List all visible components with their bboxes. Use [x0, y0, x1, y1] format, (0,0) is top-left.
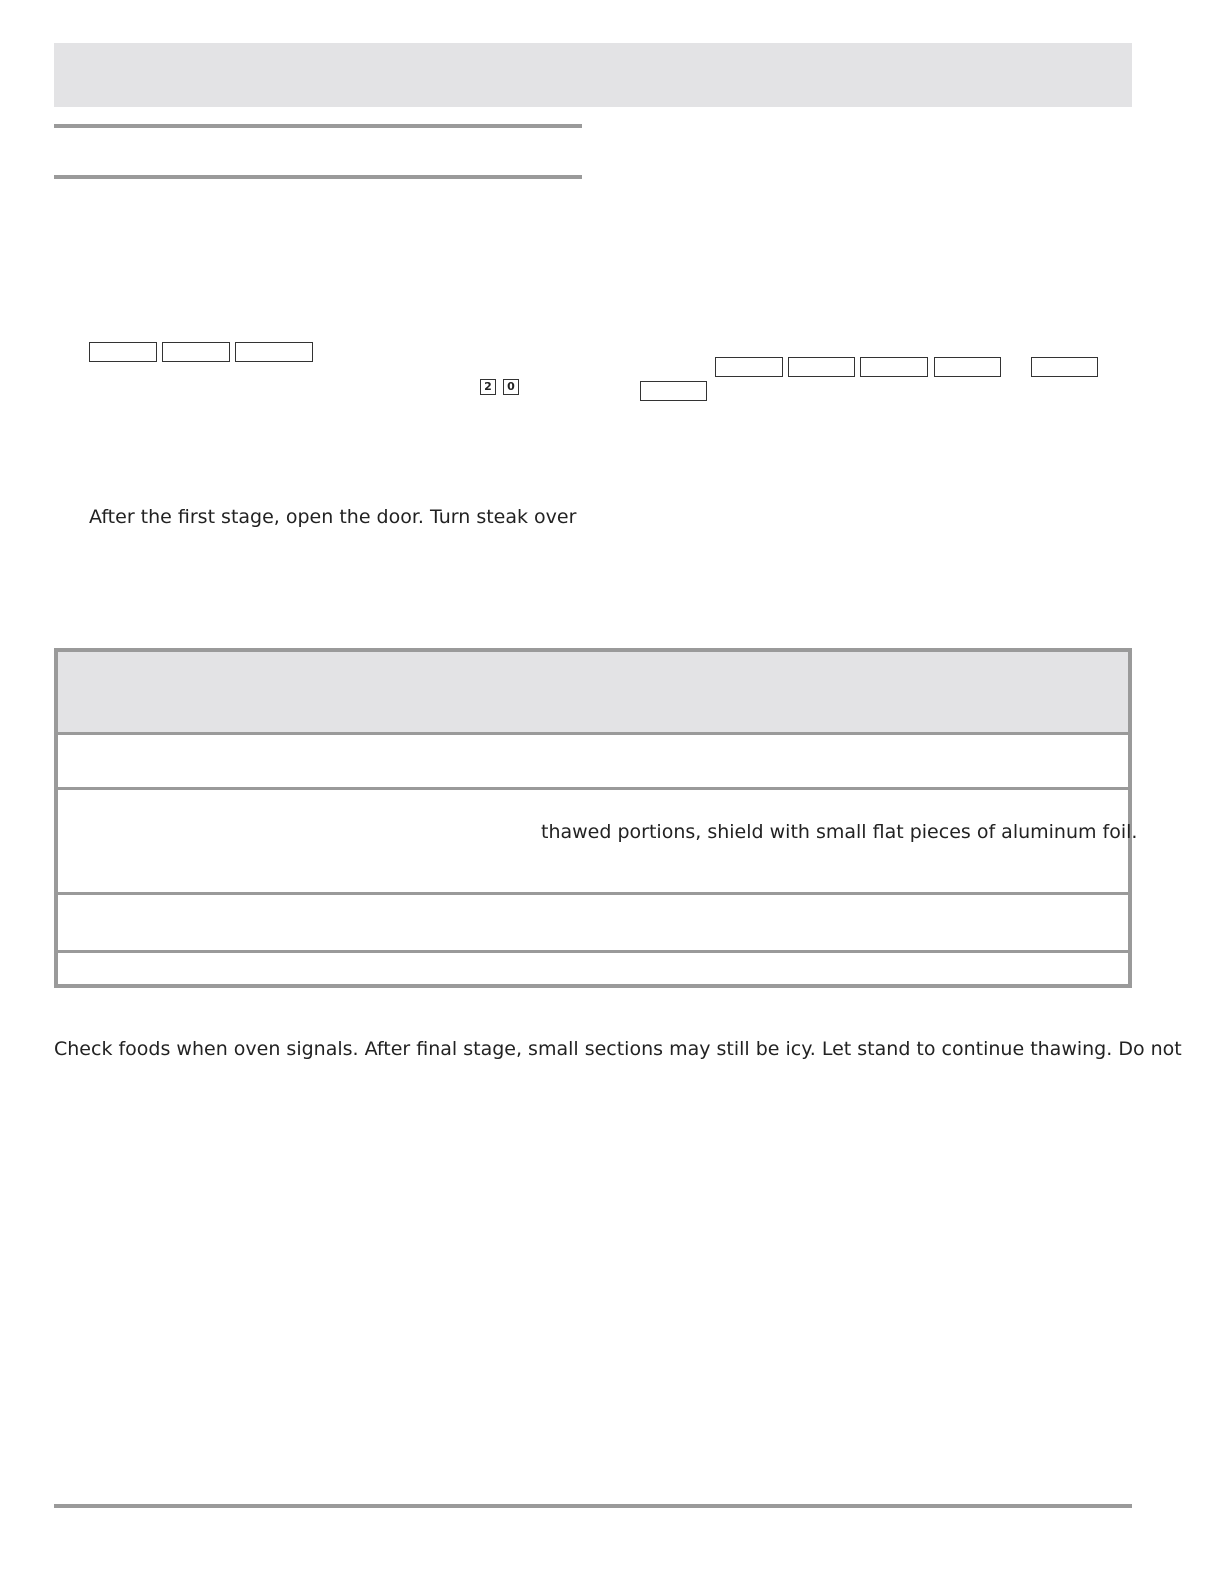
- keypad-button: [715, 357, 783, 377]
- table-header: [58, 652, 1128, 732]
- table-divider: [58, 950, 1128, 953]
- step-note: After the first stage, open the door. Turn steak over: [89, 506, 577, 528]
- page-header-band: [54, 43, 1132, 107]
- keypad-button: [860, 357, 928, 377]
- section-rule-bottom: [54, 175, 582, 179]
- section-rule-top: [54, 124, 582, 128]
- keypad-button: [89, 342, 157, 362]
- keypad-button: [235, 342, 313, 362]
- keypad-button: [934, 357, 1001, 377]
- page-bottom-rule: [54, 1504, 1132, 1508]
- table-divider: [58, 787, 1128, 790]
- footer-note: Check foods when oven signals. After final stage, small sections may still be icy. Let stand to continue thawing. Do not: [54, 1038, 1182, 1060]
- keypad-button: [162, 342, 230, 362]
- table-divider: [58, 732, 1128, 735]
- table-row-text: thawed portions, shield with small flat pieces of aluminum foil.: [541, 821, 1138, 843]
- defrost-table: [54, 648, 1138, 988]
- digit-key: 0: [503, 379, 519, 395]
- keypad-button: [788, 357, 855, 377]
- keypad-button: [1031, 357, 1098, 377]
- table-divider: [58, 892, 1128, 895]
- keypad-button: [640, 381, 707, 401]
- digit-key: 2: [480, 379, 496, 395]
